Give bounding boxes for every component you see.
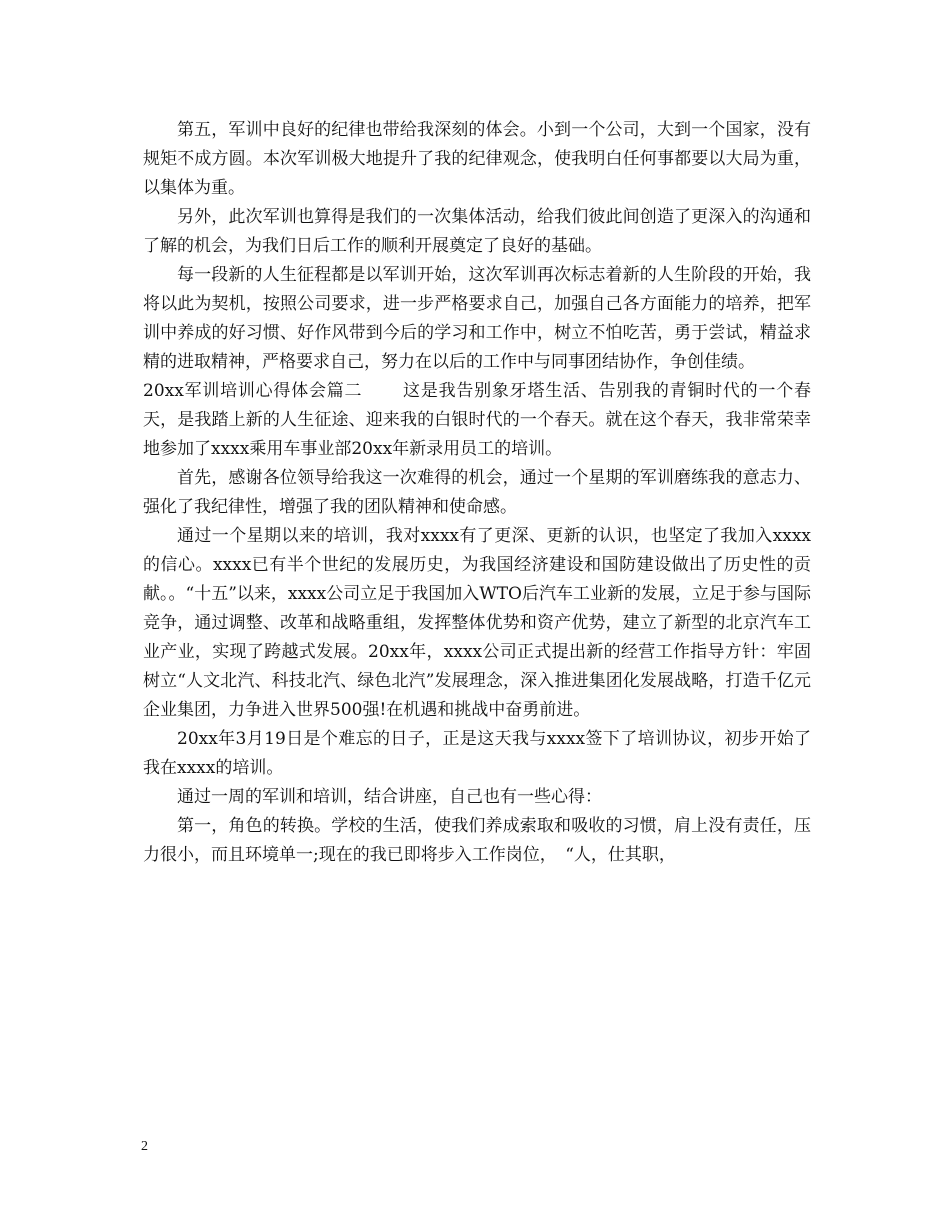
paragraph-insights-intro: 通过一周的军训和培训，结合讲座，自己也有一些心得： xyxy=(177,787,602,807)
section-heading: 20xx军训培训心得体会篇二 xyxy=(143,381,363,401)
paragraph-discipline: 第五，军训中良好的纪律也带给我深刻的体会。小到一个公司，大到一个国家，没有规矩不成方圆。本次军训极大地提升了我的纪律观念，使我明白任何事都要以大局为重，以集体为重。 xyxy=(143,120,811,198)
document-body xyxy=(143,116,811,870)
paragraph-company-history: 通过一个星期以来的培训，我对xxxx有了更深、更新的认识，也坚定了我加入xxxx的信心。xxxx已有半个世纪的发展历史，为我国经济建设和国防建设做出了历史性的贡献。。“十五”以来，xxxx公司立足于我国加入WTO后汽车工业新的发展，立足于参与国际竞争，通过调整、改革和战略重组，发挥整体优势和资产优势，建立了新型的北京汽车工业产业，实现了跨越式发展。20xx年，xxxx公司正式提出新的经营工作指导方针：牢固树立“人文北汽、科技北汽、绿色北汽”发展理念，深入推进集团化发展战略，打造千亿元企业集团，力争进入世界500强!在机遇和挑战中奋勇前进。 xyxy=(143,526,811,720)
section-intro: 这是我告别象牙塔生活、告别我的青铜时代的一个春天，是我踏上新的人生征途、迎来我的白银时代的一个春天。就在这个春天，我非常荣幸地参加了xxxx乘用车事业部20xx年新录用员工的培训。 xyxy=(143,381,811,459)
paragraph-role-change: 第一，角色的转换。学校的生活，使我们养成索取和吸收的习惯，肩上没有责任，压力很小，而且环境单一;现在的我已即将步入工作岗位， “人，仕其职， xyxy=(143,816,811,865)
paragraph-collective-activity: 另外，此次军训也算得是我们的一次集体活动，给我们彼此间创造了更深入的沟通和了解的机会，为我们日后工作的顺利开展奠定了良好的基础。 xyxy=(143,207,811,256)
paragraph-thanks: 首先，感谢各位领导给我这一次难得的机会，通过一个星期的军训磨练我的意志力、强化了我纪律性，增强了我的团队精神和使命感。 xyxy=(143,468,811,517)
paragraph-new-journey: 每一段新的人生征程都是以军训开始，这次军训再次标志着新的人生阶段的开始，我将以此为契机，按照公司要求，进一步严格要求自己，加强自己各方面能力的培养，把军训中养成的好习惯、好作风带到今后的学习和工作中，树立不怕吃苦，勇于尝试，精益求精的进取精神，严格要求自己，努力在以后的工作中与同事团结协作，争创佳绩。 xyxy=(143,265,811,372)
paragraph-memorable-day: 20xx年3月19日是个难忘的日子，正是这天我与xxxx签下了培训协议，初步开始了我在xxxx的培训。 xyxy=(143,729,811,778)
section-two-opening xyxy=(143,377,811,464)
page-number: 2 xyxy=(141,1139,148,1154)
